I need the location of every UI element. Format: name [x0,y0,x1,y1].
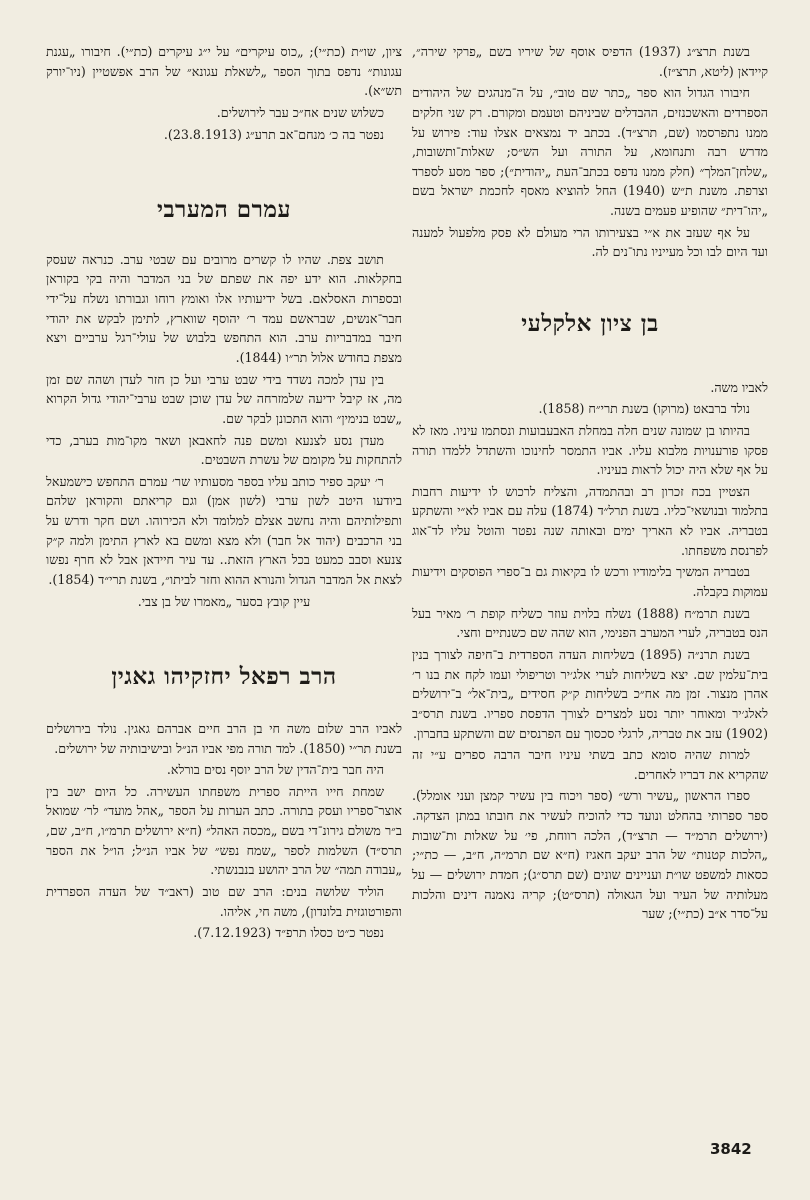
left-top-paragraph: כשלוש שנים אח״כ עבר לירושלים. [216,104,384,120]
biography-paragraph: מעדן נסע לצנעא ומשם פנה לחאבאן ושאר מקו־מות בערב, כדי להתחקות על מקומם של עשרת השבטים. [46,432,402,468]
biography-paragraph: בהיותו בן שמונה שנים חלה במחלת האבעבועות ונסתמו עיניו. מאז לא פסקו פורענויות מלבוא עליו. אביו התמסר לחינוכו והשתדל ללמדו תורה על אף שלא היה יכול לראות בעיניו. [412,422,768,478]
biography-paragraph: לאביו משה. [710,379,768,395]
biography-paragraph: תושב צפת. שהיו לו קשרים מרובים עם שבטי ערב. כנראה שעסק בחקלאות. הוא ידע יפה את שפתם של בני המדבר והיה בקי בקוראן ובספרות האסלאם. בשל ידיעותיו אלו ואומץ רוחו וגבורתו נשלח על־ידי חבר־אנשים, שבראשם עמד ר׳ יהוסף שווארץ, לתימן לבקש את יהודי חיבר במדבריות ערב. הוא התחפש בלבוש של עולי־רגל ערביים ויצא מצפת בחודש אלול תר״ו (1844). [46,251,402,365]
biography-paragraph: בין עדן למכה נשדד בידי שבט ערבי ועל כן חזר לעדן ושהה שם זמן מה, אז קיבל ידיעה שלמזרחה של עדן שוכן שבט ערבי־יהודי גדול הקרוא „שבט בנימין״ והוא התכונן לבקר שם. [46,371,402,426]
section-title-ben-zion-alkalai: בן ציון אלקלעי [521,310,659,338]
reference-note: עיין קובץ בסער „מאמרו של בן צבי. [137,593,311,609]
section-title-refael-gagin: הרב רפאל יחזקיהו גאגין [111,663,337,691]
biography-paragraph: שמחת חייו הייתה ספרית משפחתו העשירה. כל היום ישב בין אוצר־ספריו ועסק בתורה. כתב הערות על הספר „אהל מועד״ לר׳ שמואל ב״ר משולם גירונ־די בשם „מכסה האהל״ (ח״א ירושלים תרמ״ו, ח״ב, שם, תרס״ד) השלמות לספר „שמח נפש״ של אביו הנ״ל; הו״ל את הספר „עבודה תמה״ של הרב יהושע בנבנשתי. [46,783,402,878]
biography-paragraph: הצטיין בכח זכרון רב ובהתמדה, והצליח לרכוש לו ידיעות רחבות בתלמוד ובנושאי־כליו. בשנת תרל״ד (1874) עלה עם אביו לא״י והשתקע בטבריה. אביו לא האריך ימים ובאותה שנה נפטר והוטל עליו לד־אוג לפרנסת משפחתו. [412,483,769,558]
biography-paragraph: נולד ברבאט (מרוקו) בשנת תרי״ח (1858). [538,401,750,417]
biography-paragraph: ספרו הראשון „עשיר ורש״ (ספר ויכוח בין עשיר קמצן ועני אומלל). ספר ספרותי בהחלט ונועד כדי להוכיח לעשיר את חובתו במתן הצדקה. (ירושלים תרמ״ד — תרצ״ד), הלכה רווחת, פי׳ על שאלות ות־שובות „הלכות קטנות״ של הרב יעקב חאגיז (ח״א שם תרמ״ה, ח״ב, — כת״י; כסאות למשפט שו״ת ועניינים שונים (שם תרס״ג); חמדת ירושלים — על מעלותיה של העיר ועל הגאולה (תרס״ט); קריה נאמנה דינים והלכות על־סדר א״ב (כת״י); שער [412,788,768,922]
biography-paragraph: הוליד שלושה בנים: הרב שם טוב (ראב״ד של העדה הספרדית והפורטוגזית בלונדון), משה חי, אליהו. [46,884,402,919]
biography-paragraph: היה חבר בית־הדין של הרב יוסף נסים בורלא. [166,762,384,778]
right-intro-paragraph: על אף שעזב את א״י בצעירותו הרי מעולם לא פסק מלפעול למענה ועד היום לבו וכל מעייניו נתו־נים לה. [412,224,768,260]
right-intro-paragraph: חיבורו הגדול הוא ספר „כתר שם טוב״, על ה־מנהגים של היהודים הספרדים והאשכנזים, ההבדלים שביניהם וטעמם ומקורם. רק שני חלקים ממנו נתפרסמו (שם, תרצ״ד). בכתב יד נמצאים אצלו עוד: פירוש על מדרש רבה ותנחומא, על התורה ועל הש״ס; שאלות־ותשובות, „שלחן־המלך״ (חלק ממנו נדפס בכתב־העת „יהודית״); ספר מסע לספרד וצרפת. משנת ת״ש (1940) החל להוציא מאסף לחכמת ישראל בשם „יהו־דית״ שהופיע פעמים בשנה. [412,85,768,219]
biography-paragraph: נפטר כ״ט כסלו תרפ״ד (7.12.1923). [193,925,384,941]
biography-paragraph: ר׳ יעקב ספיר כותב עליו בספר מסעותיו שר׳ עמרם התחפש כישמעאל ביודעו היטב לשון ערבי (לשון אמן) וגם קריאתם והקוראן שלהם ותפילותיהם והיה נחשב אצלם למלומד ולא הכירוהו. ושם חקר ודרש על בני הרכבים (יהוד אל חבר) ולא מצא ומשם בא לארץ התימן ולמה ק״ק צנעא וסבב כמעט בכל הארץ הזאת.. עד עיר חיידאן אבל לא חרף נפשו לצאת אל המדבר הגדול והנורא ההוא וחזר לביתו״, בשנת תרי״ד (1854). [46,473,402,588]
biography-paragraph: לאביו הרב שלום משה חי בן הרב חיים אברהם גאגין. נולד בירושלים בשנת תר״י (1850). למד תורה מפי אביו הנ״ל ובישיבותיה של ירושלים. [46,720,402,756]
biography-paragraph: בשנת תרנ״ה (1895) בשליחות העדה הספרדית ב־חיפה לצורך בנין בית־עלמין שם. יצא בשליחות לערי אלג׳יר וטריפולי ועמו לקח את בנו ר׳ אהרן מנצור. זמן מה אח״כ בשליחות ק״ק חסידים „בית־אל״ ב־ירושלים לאלג׳יר ומאוחר יותר נסע למצרים לצורך הדפסת ספריו. בשנת תרס״ב (1902) עזב את טבריה, לרגלי סכסוך עם הפרנסים שם והשתקע בחברון. [412,646,768,741]
page-number: 3842 [710,1140,752,1158]
right-column [412,42,768,926]
left-column [46,42,402,945]
biography-paragraph: בטבריה המשיך בלימודיו ורכש לו בקיאות גם ב־ספרי הפוסקים וידיעות עמוקות בקבלה. [412,564,768,600]
left-top-paragraph: נפטר בה כ׳ מנחם־אב תרע״ג (23.8.1913). [163,126,384,142]
biography-paragraph: בשנת תרמ״ח (1888) נשלח בלוית עוזר כשליח קופת ר׳ מאיר בעל הנס בטבריה, לערי המערב הפנימי, הוא שהה שם כשנתיים וחצי. [412,605,768,641]
left-top-paragraph: ציון, שו״ת (כת״י); „כוס עיקרים״ על י״ג עיקרים (כת״י). חיבורו „עגנת עגונות״ נדפס בתוך הספר „לשאלת עגונא״ של הרב אפשטיין (ניו־יורק תש״א). [46,44,402,99]
biography-paragraph: למרות שהיה סומא כתב בשתי עיניו חיבר הרבה ספרים ע״י זה שהקריא את דבריו לאחרים. [412,747,768,782]
section-title-amram-hamaaravi: עמרם המערבי [156,196,292,224]
right-intro-paragraph: בשנת תרצ״ג (1937) הדפיס אוסף של שיריו בשם „פרקי שירה״, קיידאן (ליטא, תרצ״ז). [412,44,768,79]
